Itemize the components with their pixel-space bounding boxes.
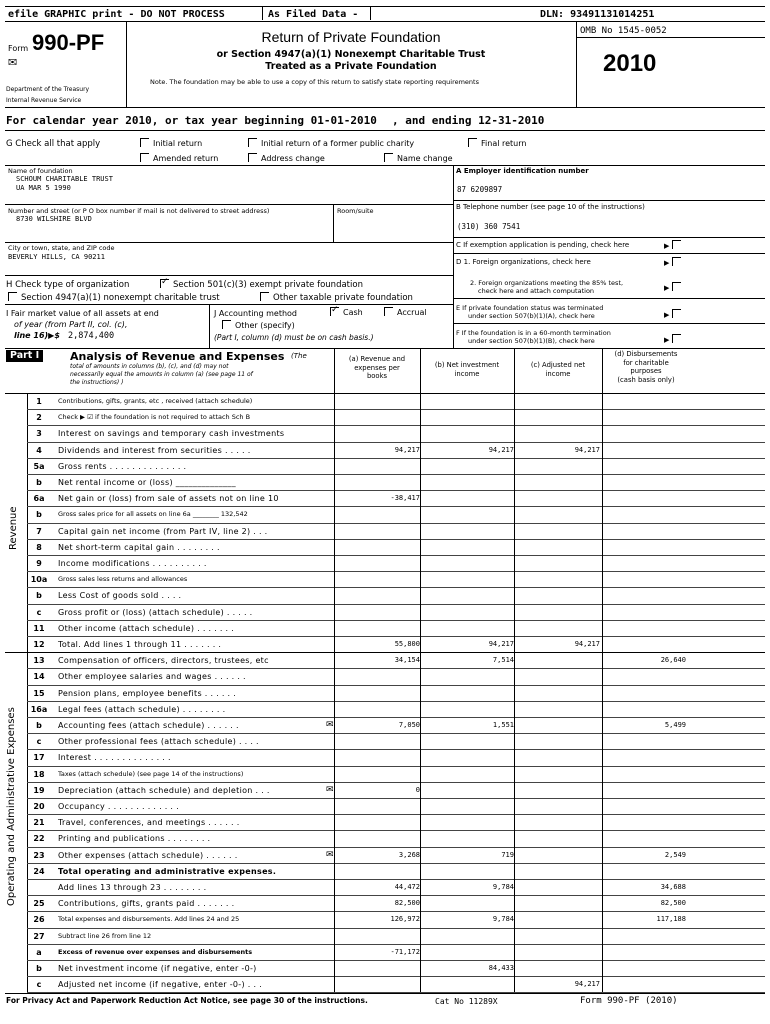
g-initial-former-label: Initial return of a former public charity — [261, 139, 415, 148]
row-divider — [27, 766, 765, 767]
line-number: 1 — [36, 397, 42, 406]
tax-year: 2010 — [603, 50, 657, 77]
cell-col-c: 94,217 — [574, 980, 600, 989]
cell-col-b: 1,551 — [492, 721, 514, 729]
line-description: Income modifications . . . . . . . . . . — [58, 559, 207, 568]
line-description: Total operating and administrative expenses. — [58, 866, 277, 876]
j-cash-label: Cash — [343, 308, 363, 317]
g-final-label: Final return — [481, 139, 527, 148]
cell-col-a: 55,800 — [394, 640, 420, 648]
line-number: b — [36, 478, 42, 487]
col-d-line: purposes — [630, 367, 662, 375]
i-value: 2,874,400 — [68, 331, 115, 341]
section-divider — [5, 652, 765, 653]
h-other-taxable[interactable] — [260, 292, 413, 303]
row-divider — [27, 620, 765, 621]
ein-label: A Employer identification number — [456, 167, 589, 175]
line-description: Adjusted net income (if negative, enter -0-) . . . — [58, 980, 262, 990]
row-divider — [27, 555, 765, 556]
line-number: 16a — [30, 704, 48, 714]
col-d-line: (d) Disbursements — [614, 350, 678, 358]
line-description: Gross sales price for all assets on line 6a ________ 132,542 — [58, 510, 248, 519]
line-description: Legal fees (attach schedule) . . . . . . . . — [58, 704, 226, 714]
f-checkbox[interactable]: ▶ — [664, 334, 685, 344]
line-number: b — [36, 721, 42, 730]
i-label-1: I Fair market value of all assets at end — [6, 309, 159, 318]
line-description: Gross profit or (loss) (attach schedule) . . . . . — [58, 607, 253, 617]
row-divider — [27, 604, 765, 605]
cell-col-d: 5,499 — [664, 721, 686, 729]
h-opt3-label: Other taxable private foundation — [273, 293, 413, 303]
cell-col-b: 7,514 — [492, 656, 514, 665]
row-divider — [27, 847, 765, 848]
g-amended-label: Amended return — [153, 154, 219, 163]
line-description: Contributions, gifts, grants paid . . . . . . . — [58, 899, 235, 909]
row-divider — [27, 668, 765, 669]
checkbox[interactable] — [384, 153, 393, 162]
row-divider — [27, 523, 765, 524]
row-divider — [27, 895, 765, 896]
foundation-name-label: Name of foundation — [8, 167, 73, 175]
line-number: 4 — [36, 445, 42, 455]
h-label: H Check type of organization — [6, 280, 130, 290]
cell-col-b: 84,433 — [488, 964, 514, 972]
footer-privacy: For Privacy Act and Paperwork Reduction Act Notice, see page 30 of the instructions. — [6, 996, 368, 1005]
g-final-return[interactable] — [468, 138, 526, 148]
row-divider — [27, 539, 765, 540]
h-4947[interactable] — [8, 292, 220, 303]
g-address-change[interactable] — [248, 153, 325, 163]
room-label: Room/suite — [337, 207, 374, 215]
line-number: 3 — [36, 429, 42, 439]
phone-value: (310) 360 7541 — [457, 222, 521, 231]
g-initial-label: Initial return — [153, 139, 203, 148]
row-divider — [27, 636, 765, 637]
street-value: 8730 WILSHIRE BLVD — [16, 215, 92, 223]
line-number: 9 — [36, 559, 42, 568]
line-description: Interest on savings and temporary cash investments — [58, 429, 285, 439]
line-description: Capital gain net income (from Part IV, line 2) . . . — [58, 526, 268, 536]
cell-col-a: 126,972 — [390, 915, 420, 924]
line-description: Less Cost of goods sold . . . . — [58, 591, 182, 601]
line-number: b — [36, 510, 42, 520]
row-divider — [27, 701, 765, 702]
form-subtitle-2: Treated as a Private Foundation — [265, 61, 437, 72]
line-number: 10a — [30, 575, 48, 585]
cell-col-d: 2,549 — [664, 850, 686, 859]
form-icon: ✉ — [8, 56, 18, 69]
cell-col-b: 9,784 — [492, 915, 514, 924]
d2-checkbox[interactable]: ▶ — [664, 282, 685, 292]
g-initial-former[interactable] — [248, 138, 414, 148]
column-divider — [420, 393, 421, 992]
c-label: C If exemption application is pending, check here — [456, 241, 630, 249]
j-accrual[interactable] — [384, 307, 427, 317]
checkbox[interactable] — [672, 240, 681, 249]
cell-col-b: 94,217 — [488, 445, 514, 454]
part1-desc-3: the instructions) ) — [70, 379, 124, 386]
line-description: Other income (attach schedule) . . . . . . . — [58, 623, 235, 633]
form-prefix: Form — [8, 44, 29, 53]
checkbox[interactable] — [8, 292, 17, 301]
line-number: b — [36, 964, 42, 973]
g-name-change[interactable] — [384, 153, 453, 163]
efile-label: efile GRAPHIC print - DO NOT PROCESS — [8, 9, 225, 20]
phone-label: B Telephone number (see page 10 of the instructions) — [456, 203, 645, 211]
part1-title: Analysis of Revenue and Expenses — [70, 350, 285, 363]
checkbox[interactable] — [248, 138, 257, 147]
line-description: Total expenses and disbursements. Add lines 24 and 25 — [58, 915, 240, 924]
line-number: 19 — [33, 785, 45, 795]
cell-col-a: 34,154 — [394, 656, 420, 665]
row-divider — [27, 944, 765, 945]
part1-title-note: (The — [291, 352, 307, 360]
line-number: 23 — [33, 850, 45, 860]
foundation-name-1: SCHOUM CHARITABLE TRUST — [16, 175, 113, 183]
col-a-header — [334, 355, 420, 381]
line-description: Net gain or (loss) from sale of assets not on line 10 — [58, 494, 279, 504]
line-description: Travel, conferences, and meetings . . . . . . — [58, 818, 240, 828]
line-number: 13 — [33, 656, 45, 666]
col-b-header — [420, 361, 514, 378]
cell-col-a: 82,500 — [394, 899, 420, 908]
g-name-label: Name change — [397, 154, 453, 163]
row-divider — [27, 830, 765, 831]
part1-tag: Part I — [6, 350, 43, 362]
row-divider — [27, 490, 765, 491]
line-description: Occupancy . . . . . . . . . . . . . — [58, 802, 179, 811]
row-divider — [27, 782, 765, 783]
omb-number: OMB No 1545-0052 — [580, 26, 667, 36]
cell-col-a: 7,050 — [398, 721, 420, 729]
checkbox[interactable] — [330, 307, 339, 316]
line-description: Other expenses (attach schedule) . . . . . . — [58, 850, 238, 860]
city-value: BEVERLY HILLS, CA 90211 — [8, 253, 105, 261]
line-description: Printing and publications . . . . . . . . — [58, 834, 211, 844]
j-other-label: Other (specify) — [235, 321, 295, 330]
row-divider — [27, 749, 765, 750]
line-description: Net short-term capital gain . . . . . . . . — [58, 542, 220, 552]
col-d-line: (cash basis only) — [617, 375, 675, 384]
line-number: 15 — [33, 688, 45, 698]
col-d-header — [602, 350, 690, 384]
row-divider — [27, 685, 765, 686]
line-number: 7 — [36, 526, 42, 536]
line-number: 5a — [33, 461, 45, 471]
g-address-label: Address change — [261, 154, 325, 163]
line-description: Subtract line 26 from line 12 — [58, 931, 152, 940]
line-number: 20 — [33, 802, 45, 811]
j-other[interactable] — [222, 320, 295, 330]
c-checkbox[interactable]: ▶ — [664, 240, 685, 250]
column-divider — [514, 393, 515, 992]
line-description: Excess of revenue over expenses and disbursements — [58, 947, 253, 956]
i-label-3: line 16)▶$ — [14, 331, 60, 340]
dln-label: DLN: 93491131014251 — [540, 9, 655, 20]
row-divider — [27, 928, 765, 929]
col-b-line: income — [454, 369, 480, 378]
checkbox[interactable] — [672, 257, 681, 266]
g-initial-return[interactable] — [140, 138, 202, 148]
line-description: Gross sales less returns and allowances — [58, 575, 188, 584]
line-description: Net rental income or (loss) ______________ — [58, 478, 236, 487]
j-cash[interactable] — [330, 307, 363, 317]
row-divider — [27, 960, 765, 961]
j-note: (Part I, column (d) must be on cash basis.) — [214, 333, 374, 342]
row-divider — [27, 911, 765, 912]
attachment-icon[interactable]: ✉ — [326, 720, 334, 730]
cell-col-a: 44,472 — [394, 883, 420, 891]
line-description: Dividends and interest from securities . . . . . — [58, 445, 251, 455]
d2-label-1: 2. Foreign organizations meeting the 85% test, — [470, 279, 624, 287]
checkbox[interactable] — [222, 320, 231, 329]
cell-col-b: 719 — [501, 850, 514, 859]
cell-col-a: 0 — [415, 785, 420, 794]
dept-line-1: Department of the Treasury — [6, 86, 90, 93]
d2-label-2: check here and attach computation — [478, 287, 595, 295]
line-number: 26 — [33, 915, 45, 925]
line-number: c — [36, 607, 42, 617]
line-description: Accounting fees (attach schedule) . . . . . . — [58, 721, 239, 730]
line-number: 6a — [33, 494, 45, 504]
cell-col-c: 94,217 — [574, 445, 600, 454]
col-a-line: books — [366, 372, 388, 380]
cell-col-a: -71,172 — [390, 947, 420, 956]
column-divider — [602, 393, 603, 992]
f-label-1: F If the foundation is in a 60-month termination — [456, 329, 611, 337]
column-divider — [334, 393, 335, 992]
row-divider — [27, 442, 765, 443]
row-divider — [27, 733, 765, 734]
attachment-icon[interactable]: ✉ — [326, 849, 334, 860]
row-divider — [27, 571, 765, 572]
checkbox[interactable] — [260, 292, 269, 301]
dept-line-2: Internal Revenue Service — [6, 97, 82, 104]
checkbox[interactable] — [140, 153, 149, 162]
row-divider — [27, 814, 765, 815]
cell-col-d: 26,640 — [660, 656, 686, 665]
d1-label: D 1. Foreign organizations, check here — [456, 258, 591, 266]
line-description: Other professional fees (attach schedule) . . . . — [58, 737, 259, 747]
cell-col-d: 82,500 — [660, 899, 686, 908]
e-checkbox[interactable]: ▶ — [664, 309, 685, 319]
e-label-2: under section 507(b)(1)(A), check here — [468, 312, 595, 320]
calendar-year: For calendar year 2010, or tax year beginning 01-01-2010 — [6, 114, 377, 127]
line-description: Contributions, gifts, grants, etc , received (attach schedule) — [58, 397, 253, 405]
cell-col-a: -38,417 — [390, 494, 420, 503]
line-number: 12 — [33, 640, 45, 649]
line-number: 25 — [33, 899, 45, 909]
as-filed-label: As Filed Data - — [268, 9, 359, 20]
cell-col-c: 94,217 — [574, 640, 600, 648]
row-divider — [27, 976, 765, 977]
line-description: Add lines 13 through 23 . . . . . . . . — [58, 883, 207, 892]
checkbox[interactable] — [248, 153, 257, 162]
g-amended-return[interactable] — [140, 153, 218, 163]
line-number: 11 — [33, 623, 45, 633]
form-title: Return of Private Foundation — [261, 29, 441, 45]
col-d-line: for charitable — [623, 358, 669, 367]
cell-col-a: 94,217 — [394, 445, 420, 454]
part1-desc-2: necessarily equal the amounts in column (a) (see page 11 of — [70, 371, 253, 378]
city-label: City or town, state, and ZIP code — [8, 244, 115, 252]
f-label-2: under section 507(b)(1)(B), check here — [468, 337, 595, 345]
line-number: 2 — [36, 413, 42, 423]
ein-value: 87 6209897 — [457, 185, 503, 194]
line-description: Total. Add lines 1 through 11 . . . . . . . — [58, 640, 222, 649]
line-number: b — [36, 591, 42, 601]
cell-col-d: 34,688 — [660, 883, 686, 891]
street-label: Number and street (or P O box number if mail is not delivered to street address) — [8, 207, 270, 215]
cell-col-b: 9,784 — [492, 883, 514, 891]
row-divider — [27, 863, 765, 864]
row-divider — [27, 458, 765, 459]
col-b-line: (b) Net investment — [434, 361, 500, 369]
col-a-line: expenses per — [354, 363, 400, 372]
part1-desc-1: total of amounts in columns (b), (c), and (d) may not — [70, 363, 229, 370]
col-c-header — [514, 361, 602, 378]
line-description: Gross rents . . . . . . . . . . . . . . — [58, 461, 187, 471]
col-c-line: income — [545, 369, 571, 378]
row-divider — [27, 506, 765, 507]
g-label: G Check all that apply — [6, 139, 101, 149]
row-divider — [27, 798, 765, 799]
line-number: 24 — [33, 866, 45, 876]
h-opt2-label: Section 4947(a)(1) nonexempt charitable trust — [21, 293, 220, 303]
row-divider — [27, 717, 765, 718]
cell-col-a: 3,268 — [398, 850, 420, 859]
row-divider — [27, 879, 765, 880]
checkbox[interactable] — [672, 282, 681, 291]
j-accrual-label: Accrual — [397, 308, 427, 317]
checkbox[interactable] — [160, 279, 169, 288]
i-label-2: of year (from Part II, col. (c), — [14, 320, 128, 329]
line-description: Other employee salaries and wages . . . . . . — [58, 672, 246, 682]
checkbox[interactable] — [384, 307, 393, 316]
row-divider — [27, 474, 765, 475]
h-501c3[interactable] — [160, 279, 363, 290]
side-label-expenses: Operating and Administrative Expenses — [6, 707, 17, 906]
line-number: a — [36, 947, 42, 957]
col-a-line: (a) Revenue and — [348, 355, 406, 363]
col-c-line: (c) Adjusted net — [530, 361, 586, 369]
d1-checkbox[interactable]: ▶ — [664, 257, 685, 267]
line-description: Compensation of officers, directors, trustees, etc — [58, 656, 269, 666]
checkbox[interactable] — [672, 334, 681, 343]
line-description: Interest . . . . . . . . . . . . . . — [58, 753, 171, 763]
line-number: 27 — [33, 931, 45, 941]
form-number: 990-PF — [32, 30, 105, 55]
line-description: Taxes (attach schedule) (see page 14 of the instructions) — [58, 769, 244, 778]
checkbox[interactable] — [140, 138, 149, 147]
line-number: 18 — [33, 769, 45, 779]
side-label-revenue: Revenue — [8, 506, 19, 550]
line-description: Check ▶ ☑ if the foundation is not required to attach Sch B — [58, 413, 251, 422]
line-description: Net investment income (if negative, enter -0-) — [58, 964, 257, 973]
row-divider — [27, 587, 765, 588]
line-number: 22 — [33, 834, 45, 844]
cell-col-d: 117,188 — [656, 915, 686, 924]
checkbox[interactable] — [468, 138, 477, 147]
line-description: Depreciation (attach schedule) and depletion . . . — [58, 785, 270, 795]
attachment-icon[interactable]: ✉ — [326, 784, 334, 795]
foundation-name-2: UA MAR 5 1990 — [16, 184, 71, 192]
line-number: c — [36, 737, 42, 747]
checkbox[interactable] — [672, 309, 681, 318]
line-number: 17 — [33, 753, 45, 763]
footer-cat: Cat No 11289X — [435, 997, 498, 1006]
cell-col-b: 94,217 — [488, 640, 514, 648]
calendar-ending: , and ending 12-31-2010 — [392, 114, 545, 127]
line-number: 14 — [33, 672, 45, 682]
footer-form: Form 990-PF (2010) — [580, 996, 678, 1006]
form-note: Note. The foundation may be able to use a copy of this return to satisfy state reporting requirements — [150, 78, 479, 86]
form-subtitle-1: or Section 4947(a)(1) Nonexempt Charitable Trust — [216, 49, 486, 60]
h-opt1-label: Section 501(c)(3) exempt private foundation — [173, 280, 363, 290]
line-number: 21 — [33, 818, 45, 828]
line-number: 8 — [36, 542, 42, 552]
e-label-1: E If private foundation status was terminated — [456, 304, 604, 312]
j-label: J Accounting method — [214, 309, 298, 318]
line-description: Pension plans, employee benefits . . . . . . — [58, 688, 237, 698]
row-divider — [27, 425, 765, 426]
line-number: c — [36, 980, 42, 990]
row-divider — [27, 409, 765, 410]
